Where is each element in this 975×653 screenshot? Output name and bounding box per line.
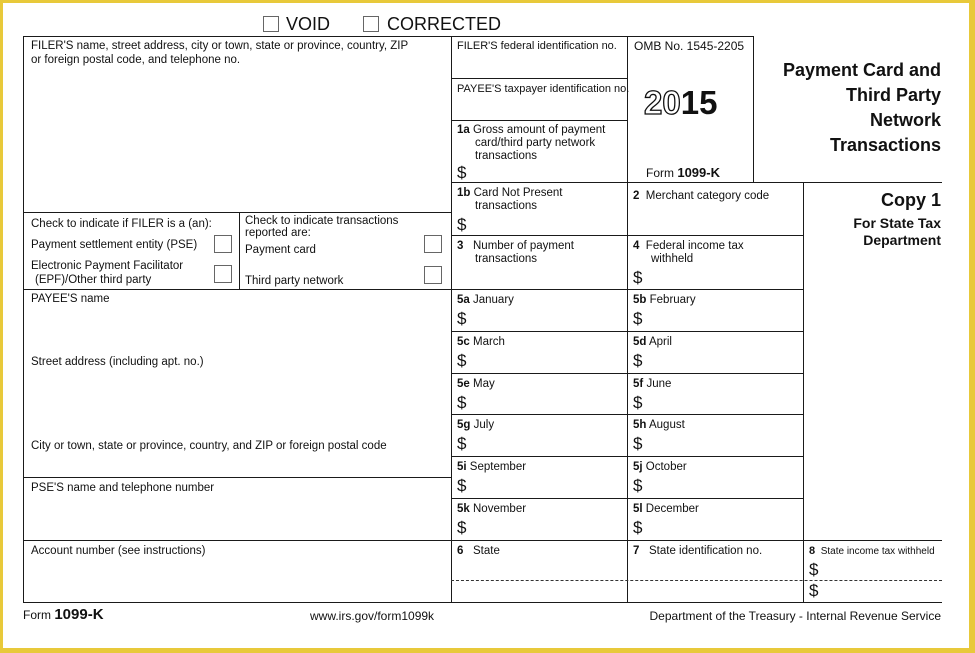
line-row7 [451, 456, 803, 457]
tax-year: 2015 [644, 84, 718, 121]
box-5l-label: 5l December [633, 503, 699, 515]
payment-card-label: Payment card [245, 244, 316, 256]
box-5f-dollar: $ [633, 393, 643, 412]
divider-col-3 [803, 182, 804, 602]
divider-omb-right [753, 36, 754, 182]
box-5e-label: 5e May [457, 378, 495, 390]
box-5j-label: 5j October [633, 461, 687, 473]
void-label: VOID [286, 14, 331, 34]
epf-label-2: (EPF)/Other third party [35, 274, 152, 286]
box-4-label-2: withheld [651, 253, 694, 265]
third-party-network-label: Third party network [245, 275, 344, 287]
box-6-label: 6 State [457, 545, 500, 557]
top-border [23, 36, 753, 37]
form-1099k-page [3, 3, 969, 648]
divider-check [239, 212, 240, 289]
third-party-network-checkbox[interactable] [424, 266, 442, 284]
box-2-label: 2 Merchant category code [633, 190, 770, 202]
box-5l-dollar: $ [633, 518, 643, 537]
copy-for-1: For State Tax [853, 215, 941, 231]
box-1b-dollar: $ [457, 215, 467, 234]
box-8-dollar-1: $ [809, 560, 819, 579]
box-7-label: 7 State identification no. [633, 545, 763, 557]
form-title-line-4: Transactions [829, 135, 941, 155]
form-title-line-2: Third Party [845, 85, 941, 105]
line-fedid-bottom [451, 78, 627, 79]
box-1a-label-3: transactions [475, 150, 538, 162]
box-5f-label: 5f June [633, 378, 672, 390]
pse-name-label: PSE'S name and telephone number [31, 482, 215, 494]
box-5c-label: 5c March [457, 336, 505, 348]
divider-col-2 [627, 36, 628, 602]
filer-name-label-2: or foreign postal code, and telephone no. [31, 54, 241, 66]
line-row9 [451, 540, 942, 541]
line-row1 [451, 182, 942, 183]
line-row3 [451, 289, 803, 290]
void-checkbox[interactable] [263, 16, 279, 32]
pse-checkbox[interactable] [214, 235, 232, 253]
dashed-state-line [451, 580, 942, 581]
box-5i-dollar: $ [457, 476, 467, 495]
payee-street-label: Street address (including apt. no.) [31, 356, 204, 368]
box-5g-dollar: $ [457, 434, 467, 453]
line-pse-bottom [23, 540, 451, 541]
box-5d-label: 5d April [633, 336, 672, 348]
epf-checkbox[interactable] [214, 265, 232, 283]
line-row8 [451, 498, 803, 499]
payment-card-checkbox[interactable] [424, 235, 442, 253]
box-1a-label: 1a Gross amount of payment [457, 124, 606, 136]
box-5h-label: 5h August [633, 419, 685, 431]
line-filer-bottom [23, 212, 451, 213]
box-5a-dollar: $ [457, 309, 467, 328]
footer-url: www.irs.gov/form1099k [310, 609, 435, 623]
left-border [23, 36, 24, 602]
line-row6 [451, 414, 803, 415]
box-5h-dollar: $ [633, 434, 643, 453]
line-payee-bottom [23, 477, 451, 478]
corrected-checkbox[interactable] [363, 16, 379, 32]
line-check-bottom [23, 289, 451, 290]
pse-label: Payment settlement entity (PSE) [31, 239, 198, 251]
box-4-label: 4 Federal income tax [633, 240, 744, 252]
box-1a-label-2: card/third party network [475, 137, 596, 149]
filer-check-title: Check to indicate if FILER is a (an): [31, 218, 212, 230]
trans-check-title-2: reported are: [245, 227, 311, 239]
payee-name-label: PAYEE'S name [31, 293, 110, 305]
box-5b-dollar: $ [633, 309, 643, 328]
form-title-line-1: Payment Card and [782, 60, 941, 80]
footer-department: Department of the Treasury - Internal Revenue Service [649, 609, 941, 623]
filer-name-label: FILER'S name, street address, city or town, state or province, country, ZIP [31, 40, 409, 52]
payee-tin-label: PAYEE'S taxpayer identification no. [457, 83, 630, 95]
footer-form-id: Form 1099-K [23, 606, 104, 623]
box-5k-label: 5k November [457, 503, 527, 515]
form-id-box: Form 1099-K [646, 165, 720, 180]
trans-check-title-1: Check to indicate transactions [245, 215, 399, 227]
line-row5 [451, 373, 803, 374]
box-5c-dollar: $ [457, 351, 467, 370]
box-5j-dollar: $ [633, 476, 643, 495]
bottom-border [23, 602, 942, 603]
box-5b-label: 5b February [633, 294, 696, 306]
box-5g-label: 5g July [457, 419, 495, 431]
box-8-dollar-2: $ [809, 581, 819, 600]
copy-label: Copy 1 [880, 190, 941, 210]
form-title-line-3: Network [869, 110, 941, 130]
box-5a-label: 5a January [457, 294, 514, 306]
epf-label-1: Electronic Payment Facilitator [31, 260, 184, 272]
box-4-dollar: $ [633, 268, 643, 287]
account-number-label: Account number (see instructions) [31, 545, 206, 557]
box-8-label: 8 State income tax withheld [809, 545, 935, 557]
box-5d-dollar: $ [633, 351, 643, 370]
box-3-label: 3 Number of payment [457, 240, 574, 252]
corrected-label: CORRECTED [387, 14, 502, 34]
filer-fed-id-label: FILER'S federal identification no. [457, 40, 617, 52]
box-1b-label: 1b Card Not Present [457, 187, 563, 199]
box-1a-dollar: $ [457, 163, 467, 182]
line-row4 [451, 331, 803, 332]
box-5e-dollar: $ [457, 393, 467, 412]
box-1b-label-2: transactions [475, 200, 538, 212]
box-5i-label: 5i September [457, 461, 527, 473]
copy-for-2: Department [863, 232, 941, 248]
payee-city-label: City or town, state or province, country, and ZIP or foreign postal code [31, 440, 387, 452]
line-tin-bottom [451, 120, 627, 121]
line-row2 [451, 235, 803, 236]
box-3-label-2: transactions [475, 253, 538, 265]
omb-number: OMB No. 1545-2205 [634, 39, 745, 53]
box-5k-dollar: $ [457, 518, 467, 537]
